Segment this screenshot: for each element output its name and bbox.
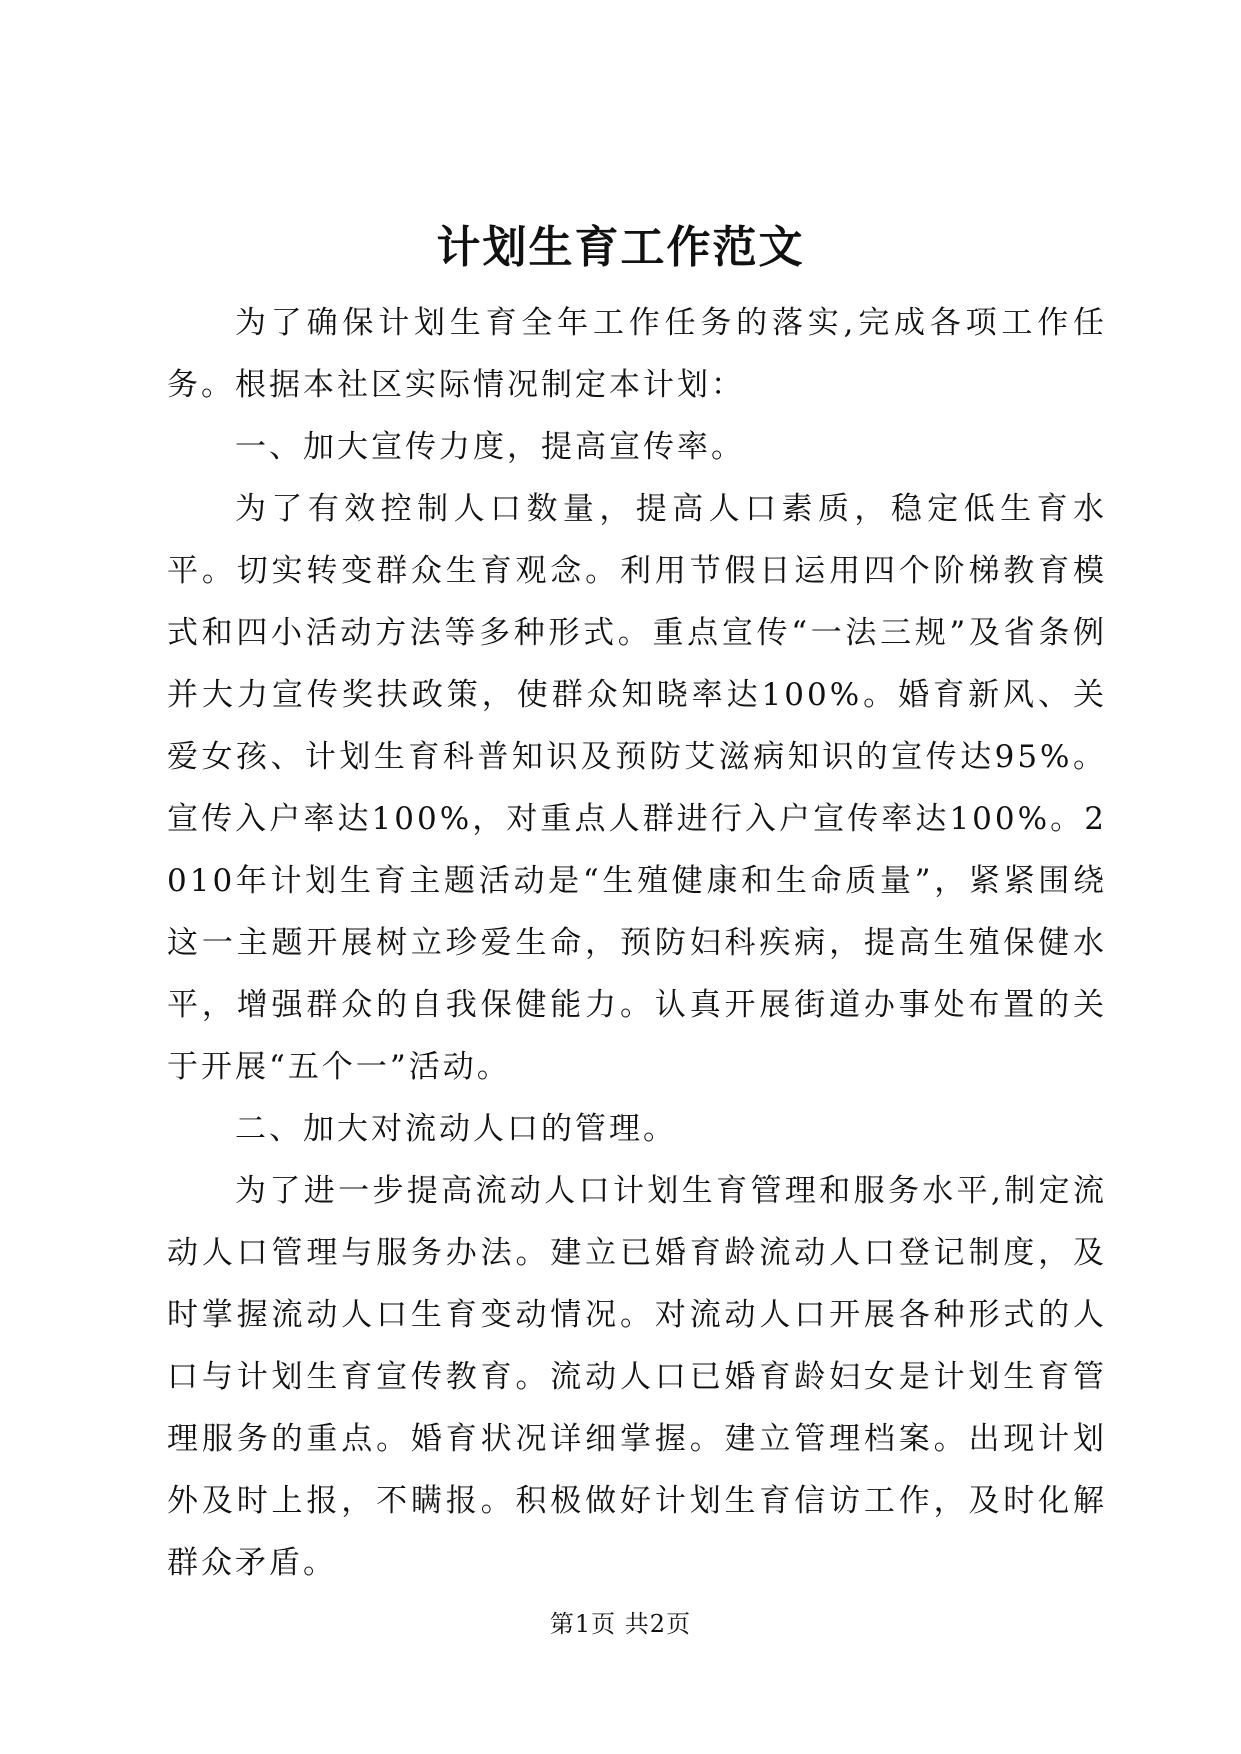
paragraph-floating-population: 为了进一步提高流动人口计划生育管理和服务水平,制定流动人口管理与服务办法。建立已婚育龄流动人口登记制度，及时掌握流动人口生育变动情况。对流动人口开展各种形式的人口与计划生育宣传教育。流动人口已婚育龄妇女是计划生育管理服务的重点。婚育状况详细掌握。建立管理档案。出现计划外及时上报，不瞒报。积极做好计划生育信访工作，及时化解群众矛盾。 bbox=[167, 1173, 1107, 1581]
document-title: 计划生育工作范文 bbox=[436, 222, 805, 273]
section-heading-1: 一、加大宣传力度，提高宣传率。 bbox=[235, 429, 745, 465]
document-body bbox=[167, 292, 1107, 1594]
section-heading-2: 二、加大对流动人口的管理。 bbox=[235, 1111, 677, 1147]
paragraph-intro: 为了确保计划生育全年工作任务的落实,完成各项工作任务。根据本社区实际情况制定本计划： bbox=[167, 305, 1107, 403]
page-number-footer: 第1页 共2页 bbox=[549, 1610, 692, 1638]
paragraph-publicity: 为了有效控制人口数量，提高人口素质，稳定低生育水平。切实转变群众生育观念。利用节假日运用四个阶梯教育模式和四小活动方法等多种形式。重点宣传“一法三规”及省条例并大力宣传奖扶政策，使群众知晓率达100%。婚育新风、关爱女孩、计划生育科普知识及预防艾滋病知识的宣传达95%。宣传入户率达100%，对重点人群进行入户宣传率达100%。2010年计划生育主题活动是“生殖健康和生命质量”，紧紧围绕这一主题开展树立珍爱生命，预防妇科疾病，提高生殖保健水平，增强群众的自我保健能力。认真开展街道办事处布置的关于开展“五个一”活动。 bbox=[167, 491, 1107, 1085]
